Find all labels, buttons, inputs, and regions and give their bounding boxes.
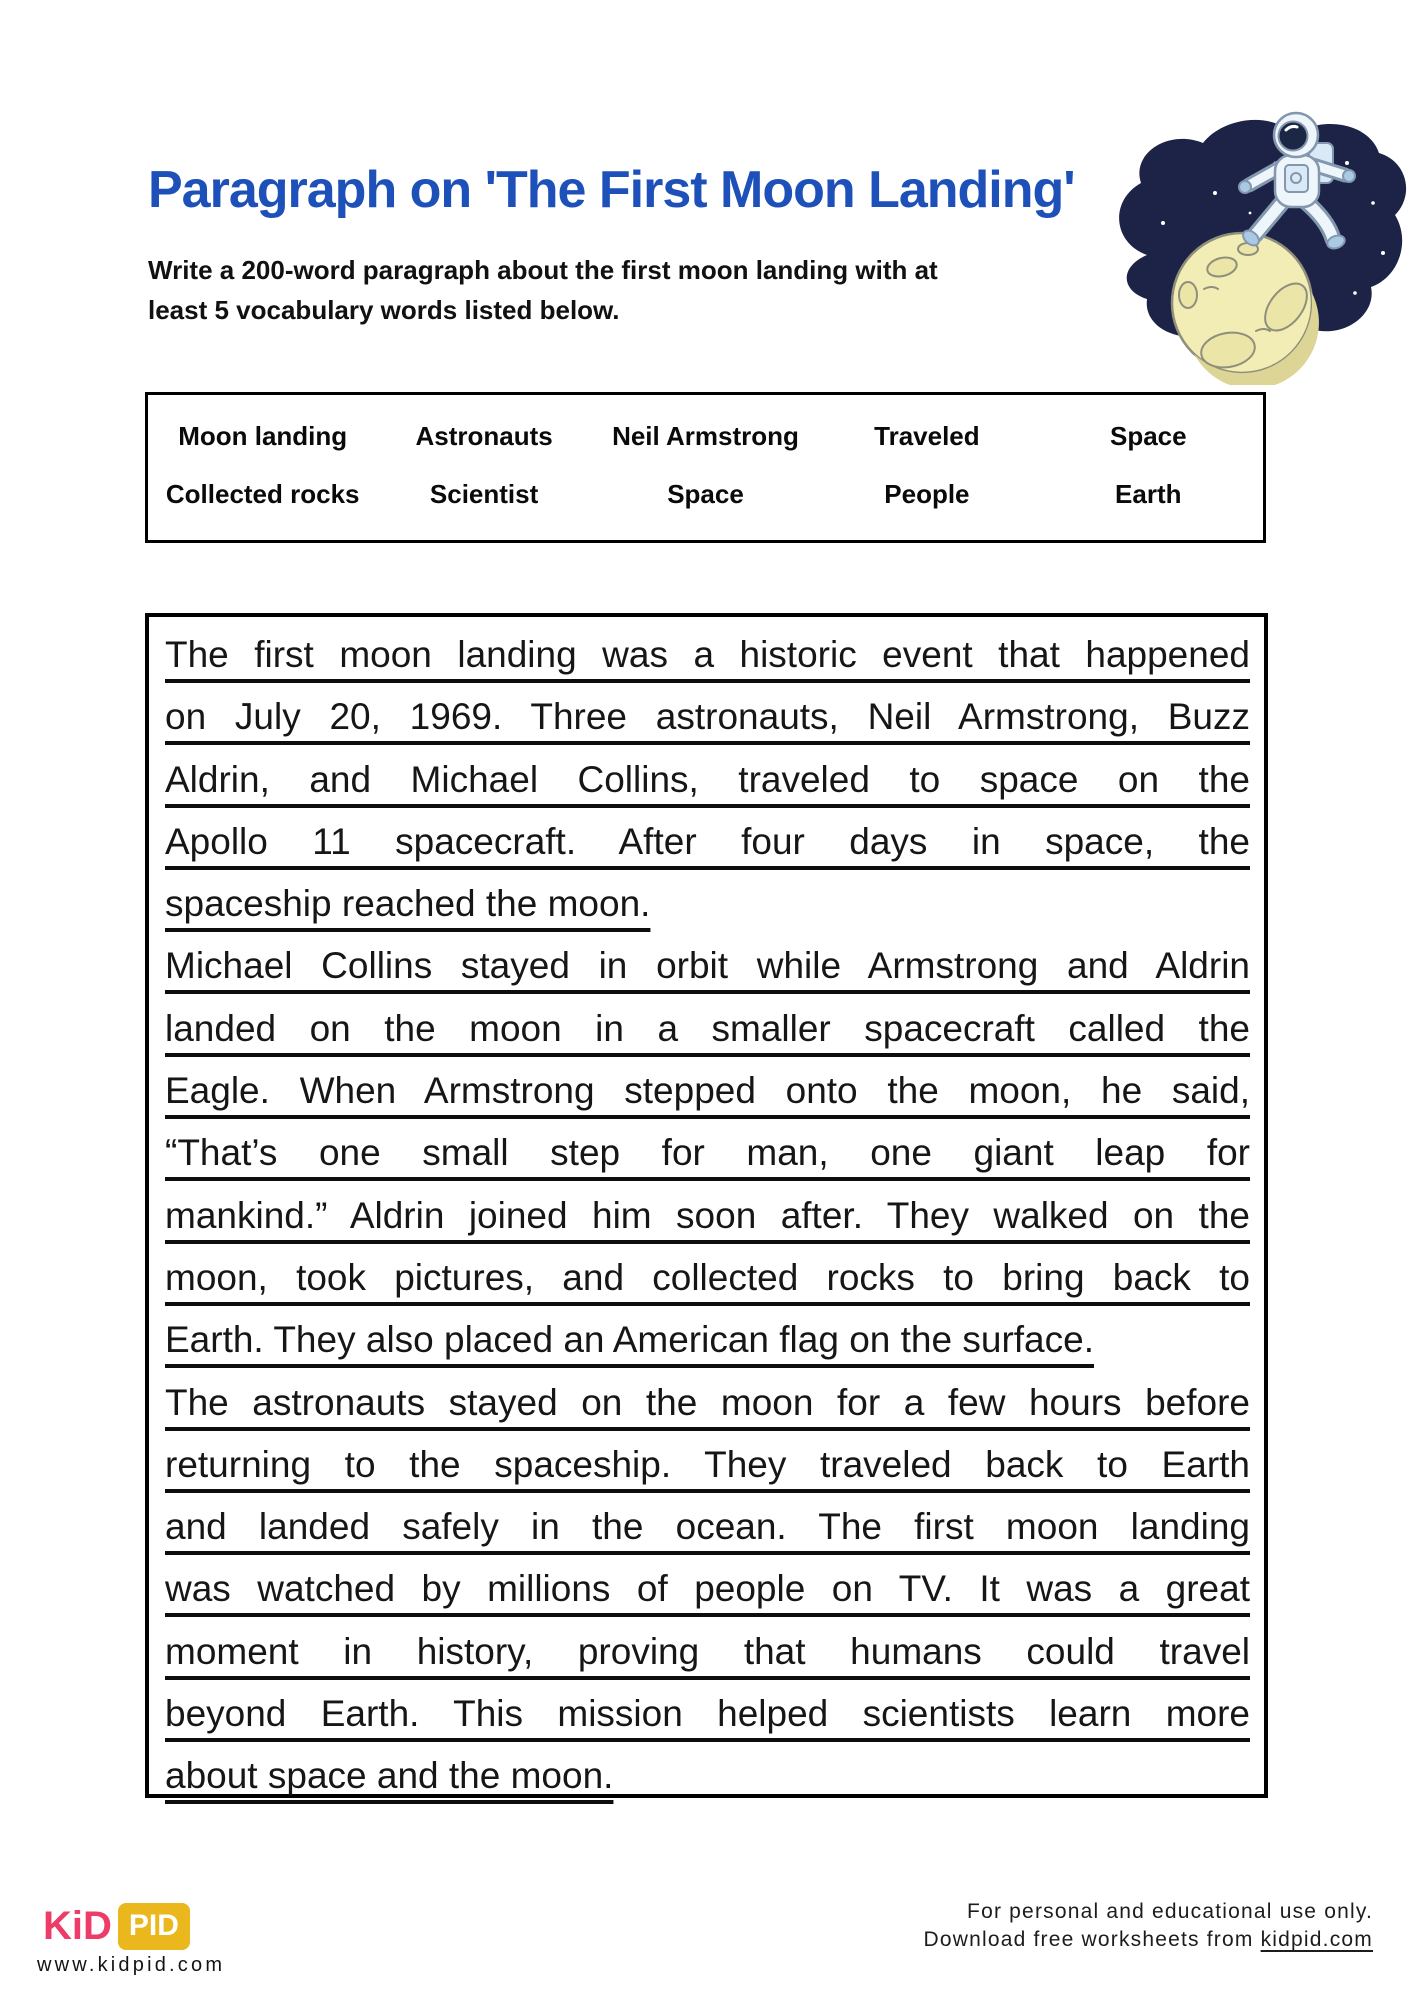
- paragraph-line: spaceship reached the moon.: [165, 883, 651, 925]
- vocab-word: Space: [1109, 420, 1187, 451]
- paragraph-line: landed on the moon in a smaller spacecraft called the: [165, 1007, 1250, 1049]
- paragraph-line: moment in history, proving that humans could travel: [165, 1630, 1250, 1672]
- instructions-line-2: least 5 vocabulary words listed below.: [148, 295, 620, 325]
- vocabulary-box: [145, 392, 1266, 543]
- paragraph-line: Earth. They also placed an American flag on the surface.: [165, 1319, 1094, 1361]
- vocab-word: Astronauts: [415, 420, 553, 451]
- kidpid-logo-kid: KiD: [43, 1904, 112, 1948]
- paragraph-line: was watched by millions of people on TV. It was a great: [165, 1568, 1250, 1610]
- astronaut-moon-illustration: [1085, 103, 1413, 385]
- paragraph-line: The astronauts stayed on the moon for a few hours before: [165, 1381, 1250, 1423]
- paragraph-line: about space and the moon.: [165, 1755, 614, 1797]
- vocab-word: Scientist: [429, 479, 539, 510]
- paragraph-line: returning to the spaceship. They traveled back to Earth: [165, 1443, 1250, 1485]
- usage-note: [923, 1898, 1373, 1954]
- paragraph-line: moon, took pictures, and collected rocks to bring back to: [165, 1256, 1250, 1298]
- vocab-word: Collected rocks: [165, 479, 360, 510]
- paragraph-line: Eagle. When Armstrong stepped onto the moon, he said,: [165, 1070, 1250, 1112]
- paragraph-line: The first moon landing was a historic event that happened: [165, 634, 1250, 675]
- page-title: Paragraph on 'The First Moon Landing': [148, 161, 1075, 219]
- astronaut-walking-on-moon-icon: [1085, 103, 1413, 385]
- paragraph-line: mankind.” Aldrin joined him soon after. They walked on the: [165, 1194, 1250, 1236]
- usage-note-line-2-text: Download free worksheets from: [923, 1928, 1261, 1951]
- paragraph-line: Apollo 11 spacecraft. After four days in space, the: [165, 820, 1250, 862]
- kidpid-logo-pid: PID: [118, 1903, 190, 1950]
- kidpid-link[interactable]: kidpid.com: [1260, 1928, 1373, 1951]
- website-url: www.kidpid.com: [37, 1954, 226, 1976]
- paragraph-line: Michael Collins stayed in orbit while Armstrong and Aldrin: [165, 945, 1250, 987]
- instructions: [148, 250, 938, 330]
- usage-note-line-1: For personal and educational use only.: [967, 1900, 1373, 1923]
- paragraph-line: beyond Earth. This mission helped scientists learn more: [165, 1693, 1250, 1735]
- vocab-word: Neil Armstrong: [612, 420, 799, 451]
- paragraph-line: Aldrin, and Michael Collins, traveled to space on the: [165, 758, 1250, 800]
- vocab-word: Traveled: [874, 420, 980, 451]
- vocab-word: Moon landing: [178, 420, 348, 451]
- paragraph-line: “That’s one small step for man, one giant leap for: [165, 1132, 1250, 1174]
- paragraph-line: and landed safely in the ocean. The first moon landing: [165, 1506, 1250, 1548]
- paragraph-answer-box: [145, 613, 1268, 1798]
- paragraph-line: on July 20, 1969. Three astronauts, Neil Armstrong, Buzz: [165, 696, 1250, 738]
- vocab-word: Space: [667, 479, 744, 510]
- usage-note-line-2: [923, 1926, 1373, 1954]
- kidpid-logo: [43, 1903, 190, 1950]
- vocab-word: Earth: [1115, 479, 1182, 510]
- vocab-word: People: [884, 479, 970, 510]
- instructions-line-1: Write a 200-word paragraph about the first moon landing with at: [148, 255, 938, 285]
